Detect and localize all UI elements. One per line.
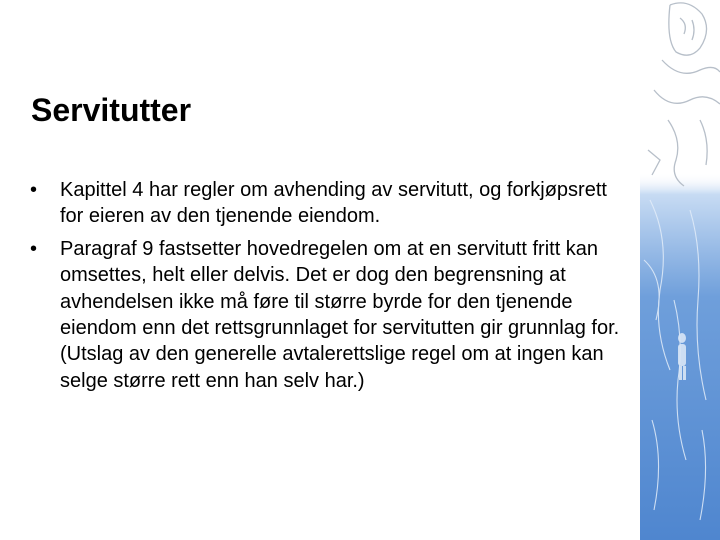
bullet-item [30, 177, 630, 230]
bullet-marker: • [30, 237, 38, 260]
bullet-list [30, 177, 630, 400]
slide-title: Servitutter [31, 92, 192, 128]
statue-sketch-icon [640, 0, 720, 540]
bullet-text: Paragraf 9 fastsetter hovedregelen om at en servitutt fritt kan omsettes, helt eller delvis. Det er dog den begrensning at avhendelsen ikke må føre til større byrde for den tjenende eiendom enn det rettsgrunnlaget for servitutten gir grunnlag for. (Utslag av den generelle avtalerettslige regel om at ingen kan selge større rett enn han selv har.) [60, 237, 620, 392]
bullet-text: Kapittel 4 har regler om avhending av servitutt, og forkjøpsrett for eieren av den tjenende eiendom. [60, 179, 607, 228]
bullet-item [30, 236, 630, 394]
bullet-marker: • [30, 179, 38, 201]
